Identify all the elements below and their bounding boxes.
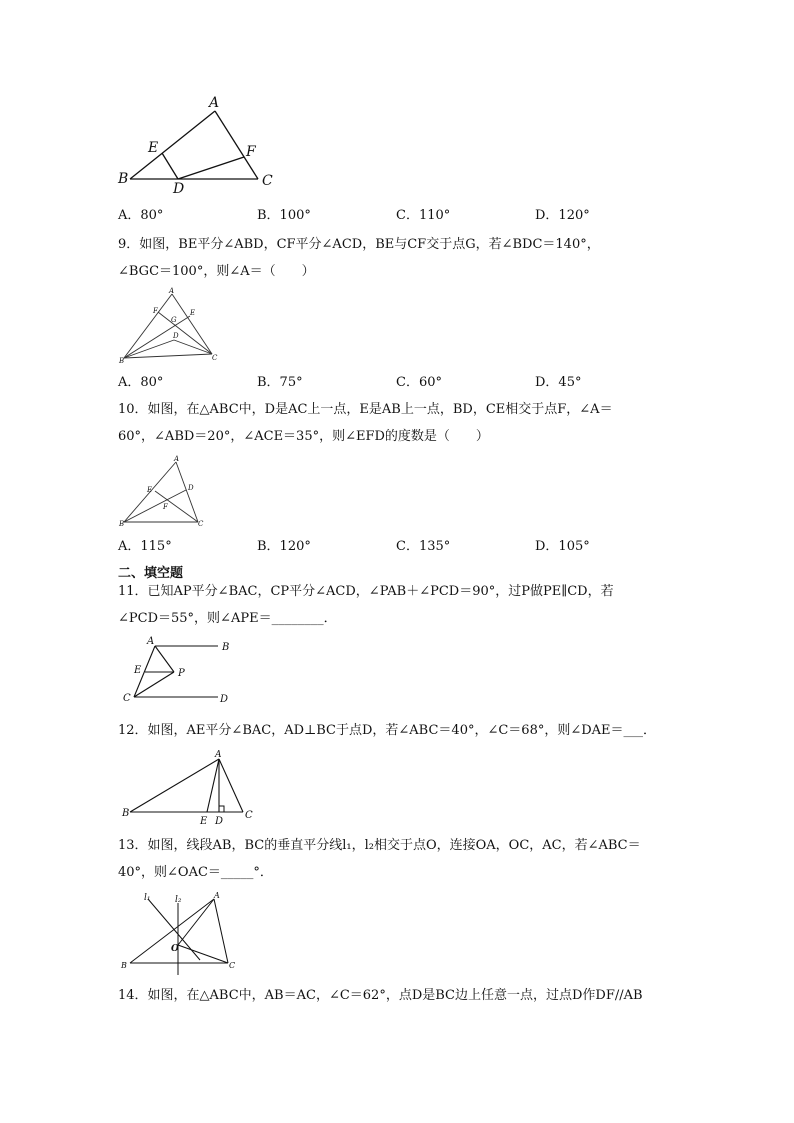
- q13-figure: [118, 890, 243, 975]
- q13-label-a: A: [214, 891, 220, 900]
- q8-label-f: F: [246, 144, 256, 160]
- q11-label-b: B: [222, 642, 230, 653]
- q11-question-line2: ∠PCD＝55°，则∠APE＝________．: [118, 611, 337, 626]
- q11-label-d: D: [220, 694, 229, 705]
- q9-label-g: G: [171, 316, 177, 324]
- q8-option-a[interactable]: A．80°: [118, 208, 164, 223]
- q13-label-c: C: [229, 961, 236, 970]
- q10-label-d: D: [188, 484, 194, 492]
- q8-option-c[interactable]: C．110°: [396, 208, 451, 223]
- q9-label-c: C: [212, 354, 218, 362]
- q10-triangle-diagram: [118, 455, 213, 530]
- q9-option-c[interactable]: C．60°: [396, 375, 442, 390]
- q9-option-d[interactable]: D．45°: [535, 375, 582, 390]
- q9-triangle-diagram: [118, 288, 223, 366]
- q11-label-p: P: [178, 668, 185, 679]
- q10-label-f: F: [163, 503, 168, 511]
- q9-label-b: B: [119, 357, 125, 365]
- q9-label-a: A: [169, 287, 175, 295]
- q10-option-c[interactable]: C．135°: [396, 539, 451, 554]
- q10-label-b: B: [119, 520, 125, 528]
- q9-label-e: E: [190, 309, 196, 317]
- q10-label-c: C: [198, 520, 204, 528]
- q8-label-b: B: [118, 171, 129, 187]
- q12-label-a: A: [215, 750, 222, 760]
- q13-label-l2: l₂: [175, 895, 182, 905]
- q9-option-a[interactable]: A．80°: [118, 375, 164, 390]
- q8-label-c: C: [262, 173, 273, 189]
- q9-question-line2: ∠BGC＝100°，则∠A＝（ ）: [118, 264, 315, 279]
- q10-question-line1: 10．如图，在△ABC中，D是AC上一点，E是AB上一点，BD，CE相交于点F，∠A＝: [118, 402, 613, 417]
- q14-question-line1: 14．如图，在△ABC中，AB＝AC，∠C＝62°，点D是BC边上任意一点，过点D作DF//AB: [118, 988, 643, 1003]
- q9-label-d: D: [173, 332, 179, 340]
- q8-triangle-diagram: [115, 95, 285, 195]
- q12-triangle-diagram: [118, 748, 268, 828]
- q13-question-line1: 13．如图，线段AB，BC的垂直平分线l₁，l₂相交于点O，连接OA，OC，AC，若∠ABC＝: [118, 838, 641, 853]
- q10-label-e: E: [147, 486, 153, 494]
- q8-option-b[interactable]: B．100°: [257, 208, 311, 223]
- q8-label-e: E: [148, 140, 159, 156]
- q13-question-line2: 40°，则∠OAC＝_____°．: [118, 865, 273, 880]
- q11-figure: [118, 635, 248, 707]
- q12-label-d: D: [215, 816, 224, 827]
- q10-label-a: A: [174, 455, 180, 463]
- q10-option-d[interactable]: D．105°: [535, 539, 590, 554]
- q8-label-a: A: [209, 95, 220, 111]
- q11-question-line1: 11．已知AP平分∠BAC，CP平分∠ACD，∠PAB＋∠PCD＝90°，过P做PE∥CD，若: [118, 584, 614, 599]
- q13-label-l1: l₁: [144, 893, 151, 903]
- q12-label-c: C: [245, 810, 253, 821]
- section-fill-in-blank-title: 二、填空题: [118, 566, 184, 581]
- q11-label-c: C: [123, 693, 131, 704]
- q10-figure: [118, 455, 213, 530]
- q9-option-b[interactable]: B．75°: [257, 375, 303, 390]
- q13-label-o: O: [171, 944, 179, 954]
- q8-option-d[interactable]: D．120°: [535, 208, 590, 223]
- q12-label-e: E: [200, 816, 208, 827]
- q11-parallel-lines-diagram: [118, 635, 248, 707]
- q13-triangle-diagram: [118, 890, 243, 975]
- q10-option-a[interactable]: A．115°: [118, 539, 172, 554]
- q9-label-f: F: [153, 307, 158, 315]
- q8-figure: [115, 95, 285, 195]
- q10-question-line2: 60°，∠ABD＝20°，∠ACE＝35°，则∠EFD的度数是（ ）: [118, 429, 489, 444]
- q13-label-b: B: [121, 961, 127, 970]
- q11-label-e: E: [134, 665, 142, 676]
- q11-label-a: A: [147, 636, 155, 647]
- q9-figure: [118, 288, 223, 366]
- q8-label-d: D: [173, 181, 185, 197]
- q9-question-line1: 9．如图，BE平分∠ABD，CF平分∠ACD，BE与CF交于点G，若∠BDC＝140°，: [118, 237, 600, 252]
- q12-label-b: B: [122, 808, 130, 819]
- q12-figure: [118, 748, 268, 828]
- q10-option-b[interactable]: B．120°: [257, 539, 311, 554]
- q12-question-line1: 12．如图，AE平分∠BAC，AD⊥BC于点D，若∠ABC＝40°，∠C＝68°，则∠DAE＝___．: [118, 723, 657, 738]
